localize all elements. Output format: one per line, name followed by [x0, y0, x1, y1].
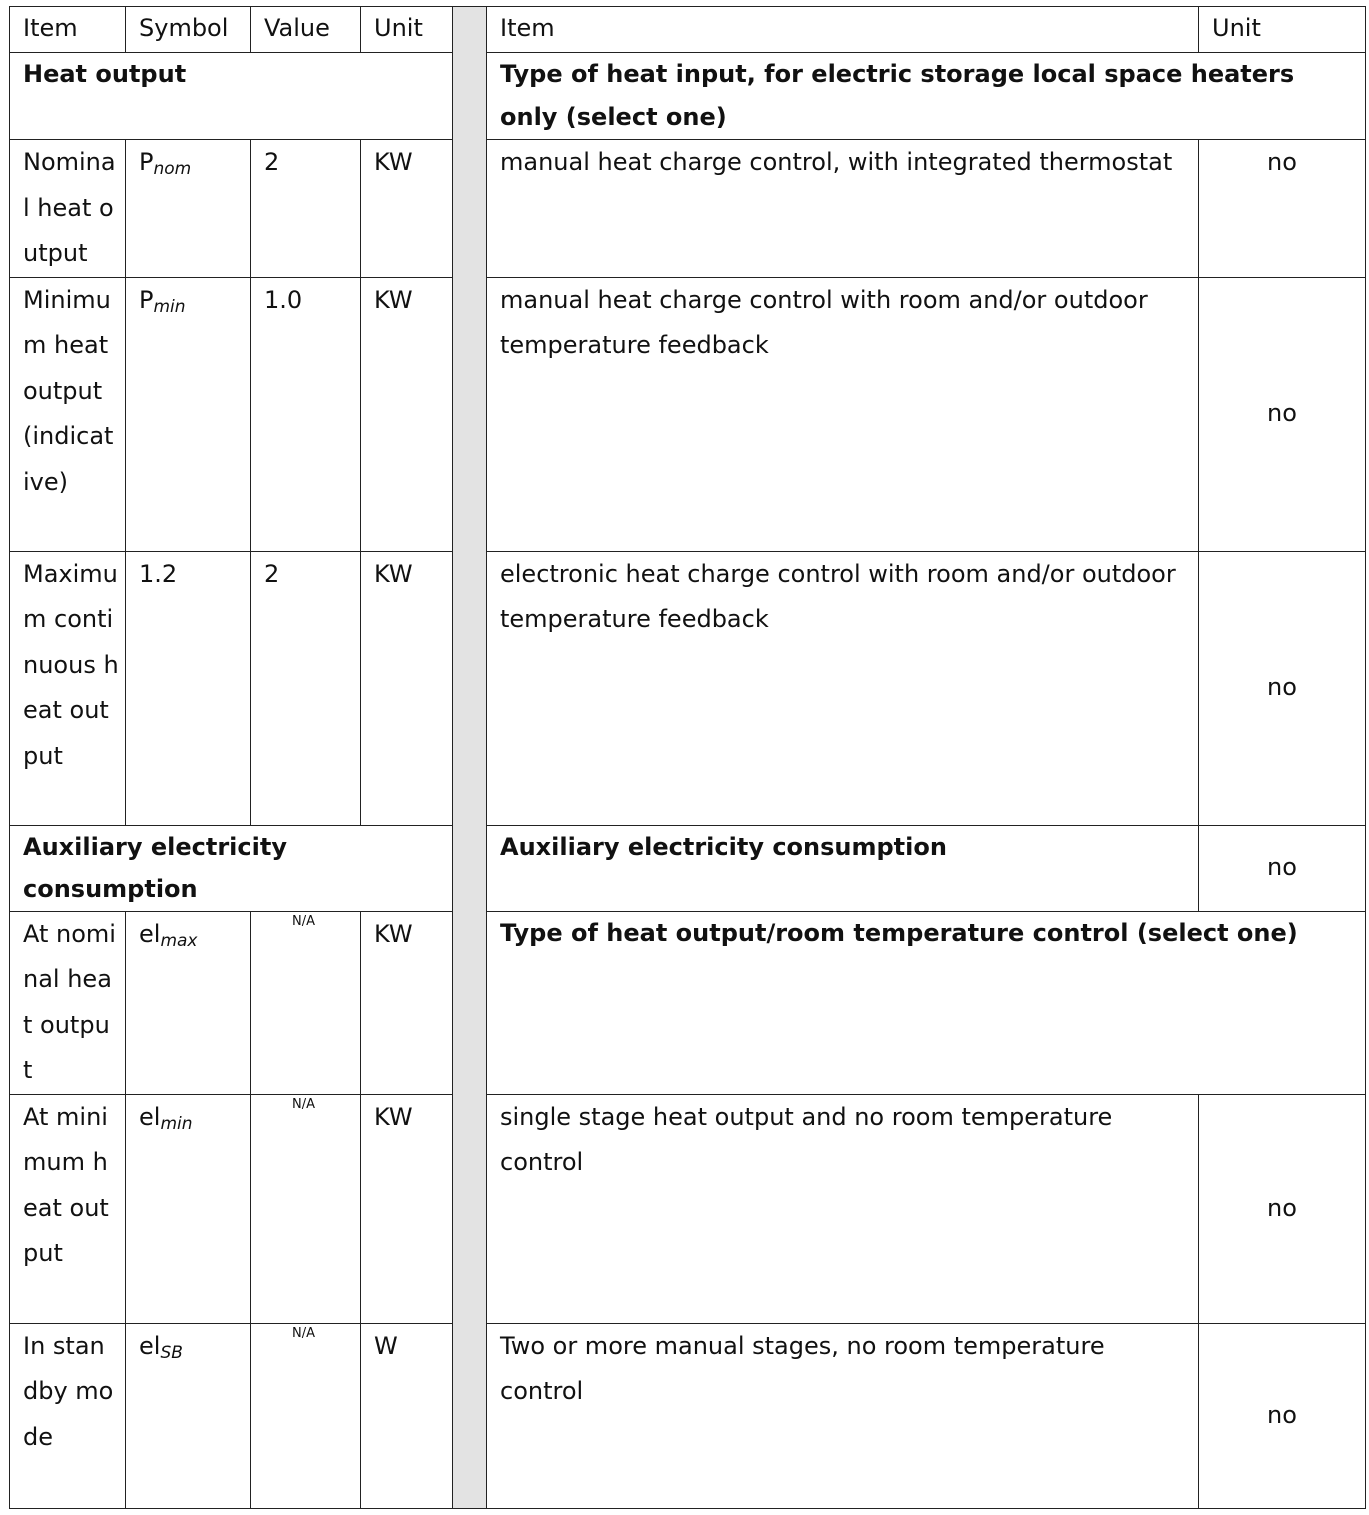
- right-row-unit: no: [1199, 277, 1366, 551]
- symbol-main: el: [139, 919, 161, 948]
- right-row-unit: no: [1199, 140, 1366, 278]
- header-item: Item: [10, 7, 126, 53]
- header-row: [10, 7, 1366, 53]
- table-row: [10, 911, 1366, 1094]
- header-right-item: Item: [487, 7, 1199, 53]
- header-value: Value: [251, 7, 361, 53]
- row-unit: KW: [361, 140, 453, 278]
- header-symbol: Symbol: [126, 7, 251, 53]
- row-value: [251, 1094, 361, 1323]
- row-item: At minimum heat output: [10, 1094, 126, 1323]
- symbol-main: 1.2: [139, 559, 178, 588]
- section-row: [10, 53, 1366, 140]
- table-row: [10, 1323, 1366, 1508]
- row-symbol: [126, 1323, 251, 1508]
- value-na: N/A: [292, 1096, 315, 1112]
- row-value: [251, 911, 361, 1094]
- section-room-control: Type of heat output/room temperature control (select one): [487, 911, 1366, 1094]
- right-row-item: Two or more manual stages, no room temperature control: [487, 1323, 1199, 1508]
- symbol-main: el: [139, 1102, 161, 1131]
- right-row-unit: no: [1199, 1094, 1366, 1323]
- table-row: [10, 1094, 1366, 1323]
- row-value: [251, 1323, 361, 1508]
- table-row: [10, 277, 1366, 551]
- right-row-item: single stage heat output and no room temperature control: [487, 1094, 1199, 1323]
- row-value: 2: [251, 140, 361, 278]
- symbol-main: P: [139, 285, 154, 314]
- row-unit: KW: [361, 551, 453, 825]
- right-row-item: electronic heat charge control with room and/or outdoor temperature feedback: [487, 551, 1199, 825]
- right-row-unit: no: [1199, 825, 1366, 911]
- row-unit: KW: [361, 911, 453, 1094]
- row-item: At nominal heat output: [10, 911, 126, 1094]
- symbol-main: el: [139, 1331, 161, 1360]
- row-symbol: [126, 1094, 251, 1323]
- row-symbol: [126, 277, 251, 551]
- row-item: Nominal heat output: [10, 140, 126, 278]
- header-right-unit: Unit: [1199, 7, 1366, 53]
- symbol-subscript: nom: [153, 159, 192, 179]
- value-na: N/A: [292, 913, 315, 929]
- row-item: In standby mode: [10, 1323, 126, 1508]
- symbol-main: P: [139, 148, 154, 176]
- value-na: N/A: [292, 1325, 315, 1341]
- table-row: [10, 551, 1366, 825]
- section-heat-input: Type of heat input, for electric storage local space heaters only (select one): [487, 53, 1366, 140]
- row-item: Minimum heat output (indicative): [10, 277, 126, 551]
- symbol-subscript: min: [153, 296, 186, 317]
- row-item: Maximum continuous heat output: [10, 551, 126, 825]
- spec-table: [9, 6, 1366, 1509]
- header-unit: Unit: [361, 7, 453, 53]
- row-symbol: [126, 551, 251, 825]
- symbol-subscript: SB: [160, 1342, 183, 1363]
- table-row: [10, 140, 1366, 278]
- column-separator: [453, 7, 487, 1509]
- right-row-unit: no: [1199, 551, 1366, 825]
- row-symbol: [126, 911, 251, 1094]
- symbol-subscript: min: [160, 1113, 193, 1134]
- row-value: 2: [251, 551, 361, 825]
- section-auxiliary-right: Auxiliary electricity consumption: [487, 825, 1199, 911]
- row-unit: KW: [361, 277, 453, 551]
- symbol-subscript: max: [160, 930, 198, 951]
- section-heat-output: Heat output: [10, 53, 453, 140]
- right-row-unit: no: [1199, 1323, 1366, 1508]
- row-unit: KW: [361, 1094, 453, 1323]
- right-row-item: manual heat charge control with room and/or outdoor temperature feedback: [487, 277, 1199, 551]
- right-row-item: manual heat charge control, with integrated thermostat: [487, 140, 1199, 278]
- row-unit: W: [361, 1323, 453, 1508]
- section-auxiliary-left: Auxiliary electricity consumption: [10, 825, 453, 911]
- row-symbol: [126, 140, 251, 278]
- row-value: 1.0: [251, 277, 361, 551]
- section-row: [10, 825, 1366, 911]
